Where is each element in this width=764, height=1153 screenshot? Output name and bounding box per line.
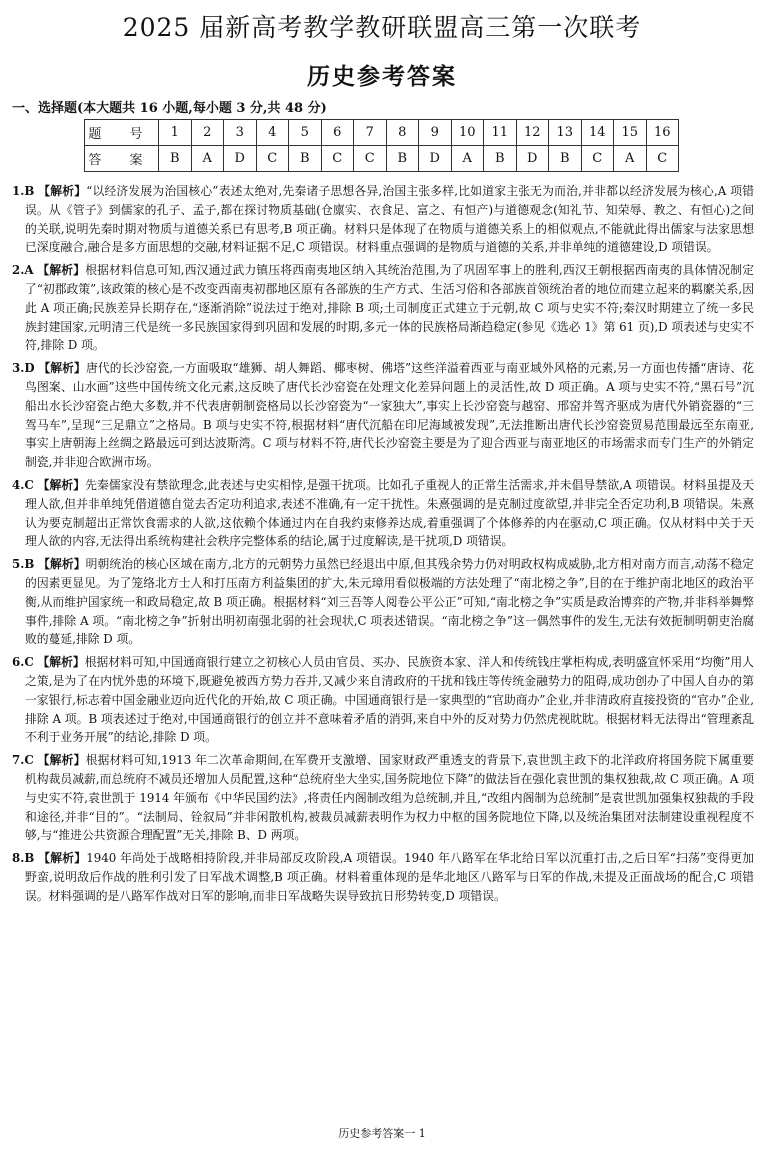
question-number-cell: 12	[516, 120, 549, 146]
item-text: 明朝统治的核心区域在南方,北方的元朝势力虽然已经退出中原,但其残余势力仍对明政权构成威胁,北方相对南方而言,动荡不稳定的因素更显见。为了笼络北方士人和打压南方利益集团的扩大,朱元璋用看似极端的方法处理了“南北榜之争”,目的在于维护南北地区的政治平衡,从而维护国家统一和政局稳定,故 B 项正确。根据材料“刘三吾等人阅卷公平公正”可知,“南北榜之争”实质是政治博弈的产物,并非科举舞弊事件,排除 A 项。“南北榜之争”折射出明初南强北弱的社会现状,C 项表述错误。“南北榜之争”这一偶然事件的发生,无法有效扼制明朝吏治腐败的蔓延,排除 D 项。	[25, 557, 754, 647]
explanation-item	[12, 182, 754, 257]
answer-cell: B	[386, 146, 419, 172]
answer-cell: B	[484, 146, 517, 172]
question-number-cell: 6	[321, 120, 354, 146]
answer-cell: C	[256, 146, 289, 172]
item-tag: 【解析】	[38, 557, 86, 572]
row-label: 题 号	[85, 120, 159, 146]
item-tag: 【解析】	[38, 184, 87, 198]
item-text: “以经济发展为治国核心”表述太绝对,先秦诸子思想各异,治国主张多样,比如道家主张无为而治,并非都以经济发展为核心,A 项错误。从《管子》到儒家的孔子、孟子,都在探讨物质基础(仓廪实、衣食足、富之、有恒产)与道德观念(知礼节、知荣辱、教之、有恒心)之间的关联,说明先秦时期对物质与道德关系已有思考,B 项正确。材料只是体现了在物质与道德关系上的相似观点,不能就此得出儒家与法家思想已深度融合,融合是多方面思想的交融,材料证据不足,C 项错误。材料重点强调的是物质与道德的关系,并非单纯的道德建设,D 项错误。	[25, 184, 754, 255]
explanation-item	[12, 359, 754, 472]
section-heading: 一、选择题(本大题共 16 小题,每小题 3 分,共 48 分)	[12, 101, 327, 116]
explanation-item	[12, 849, 754, 905]
explanation-item	[12, 653, 754, 747]
answer-cell: A	[191, 146, 224, 172]
row-label: 答 案	[85, 146, 159, 172]
item-number: 8.B	[12, 851, 35, 866]
item-number: 3.D	[12, 361, 35, 376]
item-number: 5.B	[12, 557, 35, 572]
answer-cell: C	[646, 146, 679, 172]
question-number-cell: 9	[419, 120, 452, 146]
item-tag: 【解析】	[38, 851, 87, 866]
question-number-cell: 11	[484, 120, 517, 146]
question-number-cell: 4	[256, 120, 289, 146]
answer-cell: C	[581, 146, 614, 172]
answer-cell: C	[354, 146, 387, 172]
explanation-item	[12, 751, 754, 845]
question-number-cell: 10	[451, 120, 484, 146]
question-number-cell: 13	[549, 120, 582, 146]
explanation-item	[12, 476, 754, 551]
answer-row	[85, 146, 679, 172]
page-footer: 历史参考答案一 1	[338, 1127, 426, 1140]
answer-cell: A	[614, 146, 647, 172]
question-number-cell: 8	[386, 120, 419, 146]
explanation-item	[12, 261, 754, 355]
question-number-cell: 16	[646, 120, 679, 146]
answer-cell: B	[289, 146, 322, 172]
item-text: 1940 年尚处于战略相持阶段,并非局部反攻阶段,A 项错误。1940 年八路军在华北给日军以沉重打击,之后日军“扫荡”变得更加野蛮,说明敌后作战的胜利引发了日军战术调整,B 项正确。材料着重体现的是华北地区八路军与日军的作战,未提及正面战场的配合,C 项错误。材料强调的是八路军作战对日军的影响,而非日军战略失误导致抗日形势转变,D 项错误。	[25, 851, 754, 903]
answer-cell: D	[516, 146, 549, 172]
answer-cell: D	[419, 146, 452, 172]
item-text: 根据材料可知,1913 年二次革命期间,在军费开支激增、国家财政严重透支的背景下,袁世凯主政下的北洋政府将国务院下属重要机构裁员减薪,而总统府不减员还增加人员配置,这种“总统府坐大坐实,国务院地位下降”的做法旨在强化袁世凯的集权独裁,故 C 项正确。A 项与史实不符,袁世凯于 1914 年颁布《中华民国约法》,将责任内阁制改组为总统制,并且,“改组内阁制为总统制”是袁世凯加强集权独裁的手段和途径,并非“目的”。“法制局、铨叙局”并非闲散机构,被裁员减薪表明作为权力中枢的国务院地位下降,以及统治集团对法制建设重视程度不够,与“推进公共资源合理配置”无关,排除 B、D 两项。	[25, 753, 754, 843]
explanation-list	[12, 182, 754, 909]
answer-cell: D	[224, 146, 257, 172]
question-number-cell: 2	[191, 120, 224, 146]
answer-cell: B	[549, 146, 582, 172]
item-number: 7.C	[12, 753, 34, 768]
document-subtitle: 历史参考答案	[307, 63, 457, 90]
explanation-item	[12, 555, 754, 649]
answer-cell: C	[321, 146, 354, 172]
question-number-cell: 1	[159, 120, 192, 146]
question-number-cell: 14	[581, 120, 614, 146]
question-number-cell: 15	[614, 120, 647, 146]
answer-cell: B	[159, 146, 192, 172]
question-number-cell: 5	[289, 120, 322, 146]
item-number: 6.C	[12, 655, 34, 670]
item-tag: 【解析】	[37, 477, 86, 492]
item-text: 唐代的长沙窑瓷,一方面吸取“雄狮、胡人舞蹈、椰枣树、佛塔”这些洋溢着西亚与南亚域外风格的元素,另一方面也传播“唐诗、花鸟图案、山水画”这些中国传统文化元素,这反映了唐代长沙窑瓷在处理文化差异问题上的灵活性,故 D 项正确。A 项与史实不符,“黑石号”沉船出水长沙窑瓷占绝大多数,并不代表唐朝制瓷格局以长沙窑瓷为“一家独大”,事实上长沙窑瓷与越窑、邢窑并驾齐驱成为唐代外销瓷器的“三驾马车”,呈现“三足鼎立”之格局。B 项与史实不符,根据材料“唐代沉船在印尼海域被发现”,无法推断出唐代长沙窑瓷贸易范围最远至东南亚,事实上唐朝海上丝绸之路最远可到达波斯湾。C 项与材料不符,唐代长沙窑瓷主要是为了迎合西亚与南亚地区的市场需求而专门生产的外销定制瓷,并非迎合欧洲市场。	[25, 361, 754, 470]
question-number-cell: 7	[354, 120, 387, 146]
item-text: 先秦儒家没有禁欲理念,此表述与史实相悖,是强干扰项。比如孔子重视人的正常生活需求,并未倡导禁欲,A 项错误。材料虽提及天理人欲,但并非单纯凭借道德自觉去否定功利追求,表述不准确,有一定干扰性。朱熹强调的是克制过度欲望,并非完全否定功利,B 项错误。朱熹认为要克制超出正常饮食需求的人欲,这依赖个体通过内在自我约束修养达成,着重强调了个体修养的内在驱动,C 项正确。仅从材料中关于天理人欲的内容,无法得出系统构建社会秩序完整体系的结论,属于过度解读,是干扰项,D 项错误。	[25, 477, 754, 549]
item-tag: 【解析】	[38, 361, 86, 376]
answer-table	[84, 119, 679, 172]
item-text: 根据材料信息可知,西汉通过武力镇压将西南夷地区纳入其统治范围,为了巩固军事上的胜利,西汉王朝根据西南夷的具体情况制定了“初郡政策”,该政策的核心是不改变西南夷初郡地区原有各部族的生产方式、生活习俗和各部族首领统治者的地位而建立起来的羁縻关系,因此 A 项正确;民族差异长期存在,“逐渐消除”说法过于绝对,排除 B 项;土司制度正式建立于元朝,故 C 项与史实不符;秦汉时期建立了统一多民族封建国家,元明清三代是统一多民族国家得到巩固和发展的时期,多元一体的民族格局渐趋稳定(参见《选必 1》第 61 页),D 项表述与史实不符,排除 D 项。	[25, 263, 754, 353]
item-number: 1.B	[12, 184, 35, 198]
item-tag: 【解析】	[37, 753, 86, 768]
item-number: 4.C	[12, 477, 34, 492]
item-tag: 【解析】	[37, 263, 86, 278]
answer-cell: A	[451, 146, 484, 172]
question-number-row	[85, 120, 679, 146]
document-title: 2025 届新高考教学教研联盟高三第一次联考	[122, 13, 642, 42]
item-number: 2.A	[12, 263, 34, 278]
item-text: 根据材料可知,中国通商银行建立之初核心人员由官员、买办、民族资本家、洋人和传统钱庄掌柜构成,表明盛宣怀采用“均衡”用人之策,是为了在内忧外患的环境下,既避免被西方势力吞并,又减少来自清政府的干扰和钱庄等传统金融势力的阻碍,成功创办了中国人自办的第一家银行,标志着中国金融业迈向近代化的开始,故 C 项正确。中国通商银行是一家典型的“官助商办”企业,并非清政府直接投资的“官办”企业,排除 A 项。B 项表述过于绝对,中国通商银行的创立并不意味着矛盾的消弭,来自中外的反对势力仍然虎视眈眈。根据材料无法得出“管理紊乱不利于业务开展”的结论,排除 D 项。	[25, 655, 754, 745]
item-tag: 【解析】	[37, 655, 85, 670]
question-number-cell: 3	[224, 120, 257, 146]
